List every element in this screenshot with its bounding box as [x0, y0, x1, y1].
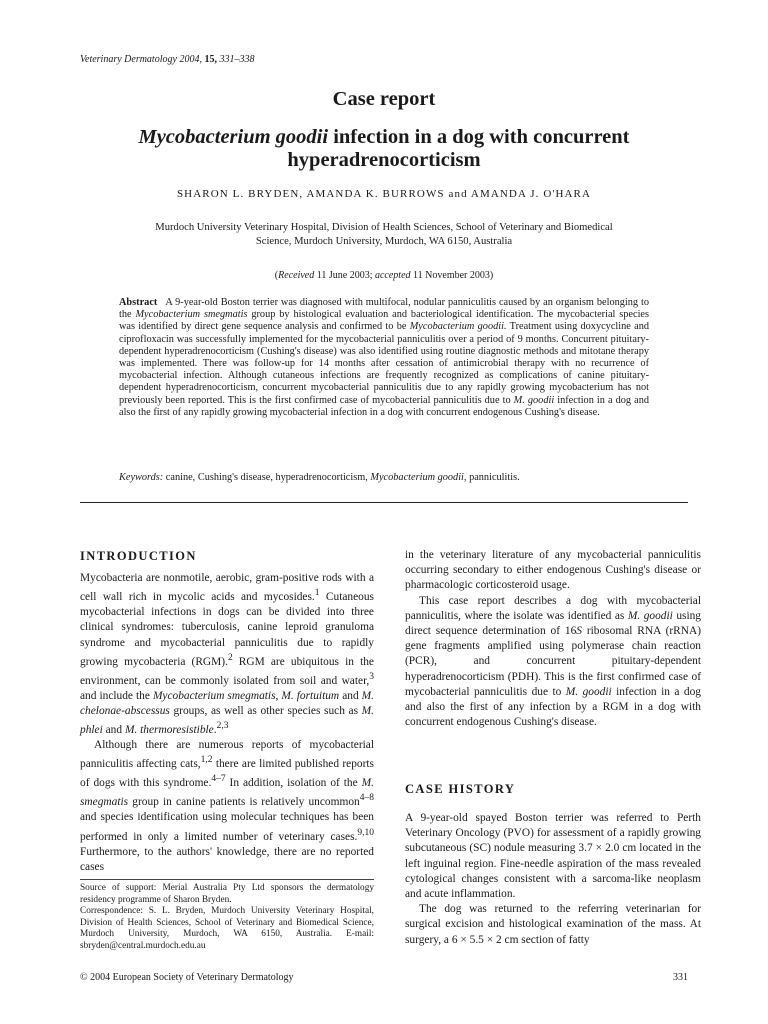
footnote-divider	[80, 879, 374, 880]
right-column-case	[405, 811, 701, 948]
left-column	[80, 571, 374, 875]
citation-ref: 1	[314, 588, 320, 599]
footnote-correspondence: Correspondence: S. L. Bryden, Murdoch University Veterinary Hospital, Division of Health Sciences, School of Veterinary and Biomedical Science, Murdoch University, Murdoch, WA 6150, Australia. E-mail: sbryden@central.murdoch.edu.au	[80, 906, 374, 951]
intro-paragraph-1	[80, 571, 374, 738]
text: there are limited published reports of dogs with this syndrome.	[80, 758, 374, 790]
citation-ref: 3	[369, 671, 374, 682]
section-type: Case report	[332, 88, 436, 110]
footnote	[80, 883, 374, 952]
text: .	[213, 724, 217, 737]
case-paragraph-1: A 9-year-old spayed Boston terrier was referred to Perth Veterinary Oncology (PVO) for assessment of a rapidly growing subcutaneous (SC) nodule measuring 3.7 × 2.0 cm located in the left inguinal region. Fine-needle aspiration of the mass revealed cytological changes consistent with a sarcoma-like neoplasm and acute inflammation.	[405, 812, 701, 901]
accepted-date: 11 November 2003)	[410, 270, 494, 281]
text: and	[339, 689, 362, 702]
intro-paragraph-3: in the veterinary literature of any mycobacterial panniculitis occurring secondary to either endogenous Cushing's disease or pharmacologic corticosteroid usage.	[405, 549, 701, 592]
text: ,	[275, 689, 282, 702]
citation-ref: 4–7	[211, 774, 226, 785]
citation-ref: 1,2	[200, 755, 213, 766]
citation-ref: 9,10	[357, 827, 374, 838]
journal-name: Veterinary Dermatology	[80, 54, 177, 65]
received-label: Received	[278, 270, 315, 281]
text: Although there are numerous reports of mycobacterial panniculitis affecting cats,	[80, 739, 374, 771]
abstract-italic: Mycobacterium goodii.	[409, 321, 507, 333]
italic-text: M. thermoresistible	[124, 724, 214, 737]
case-history-heading: CASE HISTORY	[405, 782, 516, 796]
journal-pages: 331–338	[219, 54, 255, 65]
abstract-italic: M. goodii	[513, 394, 555, 406]
journal-volume: 15,	[204, 54, 217, 65]
copyright: © 2004 European Society of Veterinary Dermatology	[80, 972, 294, 983]
article-title	[90, 126, 678, 172]
text: and species identification using molecular techniques has been performed in only a limited number of veterinary cases.	[80, 811, 374, 843]
affiliation-line2: Science, Murdoch University, Murdoch, WA 6150, Australia	[255, 236, 513, 247]
italic-text: M. chelonae-abscessus	[80, 689, 374, 718]
italic-text: M. goodii	[627, 609, 673, 622]
affiliation	[110, 221, 658, 249]
dates-open: (	[274, 270, 279, 281]
text: and	[102, 724, 125, 737]
author-list: SHARON L. BRYDEN, AMANDA K. BURROWS and AMANDA J. O'HARA	[176, 188, 592, 200]
abstract-text: infection in a dog and also the first of any rapidly growing mycobacterial infection in a dog with concurrent endogenous Cushing's disease.	[119, 394, 649, 418]
header-divider	[80, 502, 688, 503]
journal-citation	[80, 54, 254, 65]
text: using direct sequence determination of 16	[405, 609, 701, 638]
page-number: 331	[673, 972, 688, 983]
italic-text: S	[576, 625, 582, 638]
text: ribosomal RNA (rRNA) gene fragments amplified using polymerase chain reaction (PCR), and concurrent pituitary-dependent hyperadrenocorticism (PDH). This is the first confirmed case of mycobacterial panniculitis due to	[405, 625, 701, 698]
abstract-italic: Mycobacterium smegmatis	[135, 309, 248, 321]
keywords-italic: Mycobacterium goodii	[370, 472, 464, 483]
introduction-heading: INTRODUCTION	[80, 549, 197, 563]
accepted-label: accepted	[374, 270, 411, 281]
footnote-support: Source of support: Merial Australia Pty Ltd sponsors the dermatology residency programme of Sharon Bryden.	[80, 883, 374, 905]
text: RGM are ubiquitous in the environment, can be commonly isolated from soil and water,	[80, 655, 374, 687]
text: In addition, isolation of the	[225, 777, 362, 790]
text: group in canine patients is relatively uncommon	[128, 796, 360, 809]
received-date: 11 June 2003;	[314, 270, 375, 281]
text: This case report describes a dog with mycobacterial panniculitis, where the isolate was identified as	[405, 594, 701, 622]
text: infection in a dog and also the first of any infection by a RGM in a dog with concurrent endogenous Cushing's disease.	[405, 685, 701, 729]
abstract-text: Treatment using doxycycline and ciprofloxacin was successfully implemented for the mycobacterial panniculitis over a period of 9 months. Concurrent pituitary-dependent hyperadrenocorticism (Cushing's disease) was also identified using routine diagnostic methods and mitotane therapy was implemented. There was follow-up for 14 months after cessation of antimicrobial therapy with no recurrence of mycobacterial infection. Although cutaneous infections are frequently recognized as complications of canine pituitary-dependent hyperadrenocorticism, concurrent mycobacterial panniculitis due to any rapidly growing mycobacterium has not previously been reported. This is the first confirmed case of mycobacterial panniculitis due to	[119, 321, 649, 406]
italic-text: Mycobacterium smegmatis	[152, 689, 276, 702]
affiliation-line1: Murdoch University Veterinary Hospital, Division of Health Sciences, School of Veterinary and Biomedical	[155, 222, 613, 233]
italic-text: M. goodii	[565, 685, 612, 698]
citation-ref: 4–8	[359, 793, 374, 804]
keywords	[119, 472, 659, 483]
keywords-text: , panniculitis.	[463, 472, 520, 483]
keywords-label: Keywords:	[119, 472, 164, 483]
title-line2: hyperadrenocorticism	[287, 149, 481, 171]
received-dates	[0, 270, 768, 281]
citation-ref: 2	[227, 652, 233, 663]
intro-paragraph-4	[405, 594, 701, 731]
intro-paragraph-2	[80, 738, 374, 875]
text: Cutaneous mycobacterial infections in dogs can be divided into three clinical syndromes: tuberculosis, canine leproid granuloma syndrome and mycobacterial panniculitis due to rapidly growing mycobacteria (RGM).	[80, 591, 374, 668]
text: groups, as well as other species such as	[169, 705, 362, 718]
abstract-text: group by histological evaluation and bacteriological identification. The mycobacterial species was identified by direct gene sequence analysis and confirmed to be	[119, 309, 650, 333]
italic-text: M. phlei	[80, 705, 374, 737]
text: Furthermore, to the authors' knowledge, there are no reported cases	[80, 845, 374, 873]
italic-text: M. smegmatis	[80, 777, 374, 809]
keywords-text: canine, Cushing's disease, hyperadrenocorticism,	[163, 472, 371, 483]
citation-ref: 2,3	[216, 721, 229, 732]
abstract-label: Abstract	[119, 297, 158, 308]
case-paragraph-2: The dog was returned to the referring veterinarian for surgical excision and histological examination of the mass. At surgery, a 6 × 5.5 × 2 cm section of fatty	[405, 903, 701, 946]
right-column-intro	[405, 548, 701, 730]
journal-year: 2004,	[179, 54, 202, 65]
abstract	[119, 297, 649, 419]
text: and include the	[80, 689, 153, 702]
title-line1: infection in a dog with concurrent	[328, 126, 630, 148]
abstract-text: A 9-year-old Boston terrier was diagnosed with multifocal, nodular panniculitis caused by an organism belonging to the	[119, 297, 649, 321]
italic-text: M. fortuitum	[281, 689, 340, 702]
title-organism: Mycobacterium goodii	[138, 126, 329, 148]
text: Mycobacteria are nonmotile, aerobic, gram-positive rods with a cell wall rich in mycolic acids and mycosides.	[80, 572, 374, 603]
